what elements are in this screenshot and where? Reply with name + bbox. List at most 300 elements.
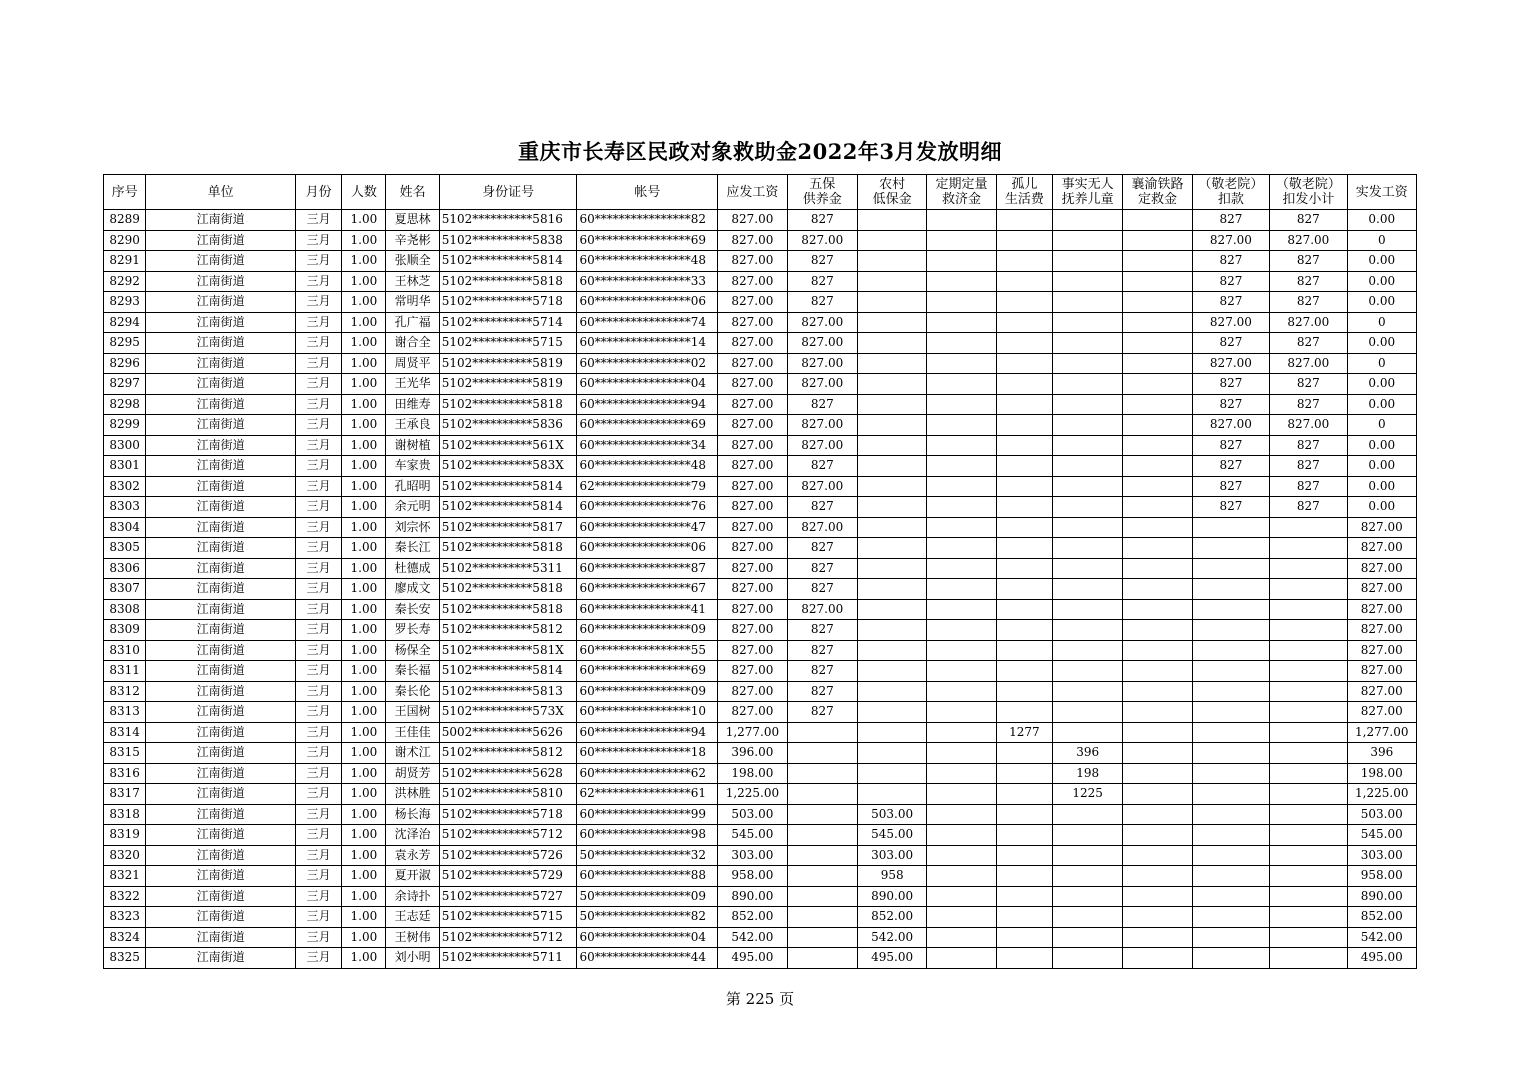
cell-rural-subsistence <box>857 599 926 620</box>
cell-actual-pay: 0.00 <box>1347 497 1416 518</box>
cell-orphan-living <box>996 927 1052 948</box>
cell-payable: 958.00 <box>718 866 787 887</box>
cell-id-number: 5102**********5836 <box>439 415 577 436</box>
cell-account: 60****************48 <box>577 456 718 477</box>
cell-name: 王树伟 <box>386 927 439 948</box>
table-row <box>104 394 1417 415</box>
cell-orphan-living <box>996 845 1052 866</box>
cell-fixed-relief <box>927 579 996 600</box>
cell-five-guarantee: 827.00 <box>787 415 857 436</box>
cell-name: 刘小明 <box>386 948 439 969</box>
cell-count: 1.00 <box>342 763 386 784</box>
cell-nursing-deduction-subtotal <box>1270 907 1347 928</box>
cell-month: 三月 <box>296 333 342 354</box>
cell-name: 洪林胜 <box>386 784 439 805</box>
cell-railway-relief <box>1123 497 1192 518</box>
cell-rural-subsistence <box>857 722 926 743</box>
cell-railway-relief <box>1123 927 1192 948</box>
cell-account: 60****************76 <box>577 497 718 518</box>
cell-nursing-deduction-subtotal <box>1270 620 1347 641</box>
cell-count: 1.00 <box>342 210 386 231</box>
cell-nursing-deduction: 827 <box>1192 374 1269 395</box>
cell-index: 8294 <box>104 312 146 333</box>
cell-name: 谢合全 <box>386 333 439 354</box>
cell-railway-relief <box>1123 435 1192 456</box>
cell-fixed-relief <box>927 456 996 477</box>
cell-payable: 495.00 <box>718 948 787 969</box>
cell-count: 1.00 <box>342 866 386 887</box>
cell-orphan-living: 1277 <box>996 722 1052 743</box>
cell-index: 8303 <box>104 497 146 518</box>
cell-index: 8307 <box>104 579 146 600</box>
cell-unit: 江南街道 <box>146 435 296 456</box>
cell-nursing-deduction: 827.00 <box>1192 230 1269 251</box>
cell-id-number: 5102**********5729 <box>439 866 577 887</box>
cell-railway-relief <box>1123 538 1192 559</box>
cell-name: 孔广福 <box>386 312 439 333</box>
table-row <box>104 907 1417 928</box>
cell-payable: 827.00 <box>718 312 787 333</box>
cell-railway-relief <box>1123 907 1192 928</box>
cell-nursing-deduction: 827 <box>1192 251 1269 272</box>
cell-nursing-deduction-subtotal <box>1270 927 1347 948</box>
cell-id-number: 5102**********5838 <box>439 230 577 251</box>
cell-id-number: 5102**********5814 <box>439 497 577 518</box>
table-row <box>104 948 1417 969</box>
header-nursing-deduction-subtotal: （敬老院） 扣发小计 <box>1270 175 1347 210</box>
cell-actual-pay: 0.00 <box>1347 251 1416 272</box>
cell-five-guarantee <box>787 927 857 948</box>
cell-index: 8290 <box>104 230 146 251</box>
cell-account: 60****************44 <box>577 948 718 969</box>
cell-orphan-living <box>996 333 1052 354</box>
cell-unattended-children <box>1052 538 1122 559</box>
cell-rural-subsistence: 545.00 <box>857 825 926 846</box>
cell-month: 三月 <box>296 866 342 887</box>
cell-index: 8295 <box>104 333 146 354</box>
cell-count: 1.00 <box>342 681 386 702</box>
table-row <box>104 456 1417 477</box>
cell-railway-relief <box>1123 640 1192 661</box>
cell-unit: 江南街道 <box>146 866 296 887</box>
cell-five-guarantee: 827.00 <box>787 353 857 374</box>
cell-five-guarantee: 827 <box>787 702 857 723</box>
cell-unattended-children <box>1052 394 1122 415</box>
cell-month: 三月 <box>296 517 342 538</box>
cell-unattended-children <box>1052 825 1122 846</box>
cell-payable: 827.00 <box>718 538 787 559</box>
cell-id-number: 5102**********5818 <box>439 394 577 415</box>
cell-unit: 江南街道 <box>146 476 296 497</box>
table-row <box>104 353 1417 374</box>
table-row <box>104 640 1417 661</box>
table-row <box>104 681 1417 702</box>
cell-month: 三月 <box>296 579 342 600</box>
cell-account: 60****************06 <box>577 538 718 559</box>
cell-orphan-living <box>996 394 1052 415</box>
cell-fixed-relief <box>927 886 996 907</box>
cell-five-guarantee: 827 <box>787 394 857 415</box>
cell-railway-relief <box>1123 825 1192 846</box>
table-row <box>104 763 1417 784</box>
cell-fixed-relief <box>927 394 996 415</box>
cell-month: 三月 <box>296 230 342 251</box>
cell-payable: 827.00 <box>718 599 787 620</box>
cell-nursing-deduction: 827 <box>1192 435 1269 456</box>
cell-month: 三月 <box>296 722 342 743</box>
cell-account: 60****************87 <box>577 558 718 579</box>
cell-fixed-relief <box>927 210 996 231</box>
cell-orphan-living <box>996 661 1052 682</box>
cell-payable: 827.00 <box>718 661 787 682</box>
cell-railway-relief <box>1123 763 1192 784</box>
cell-payable: 545.00 <box>718 825 787 846</box>
cell-orphan-living <box>996 886 1052 907</box>
cell-orphan-living <box>996 476 1052 497</box>
table-row <box>104 579 1417 600</box>
cell-orphan-living <box>996 456 1052 477</box>
cell-id-number: 5102**********5812 <box>439 620 577 641</box>
table-row <box>104 415 1417 436</box>
cell-nursing-deduction-subtotal: 827 <box>1270 476 1347 497</box>
table-row <box>104 804 1417 825</box>
cell-unattended-children <box>1052 435 1122 456</box>
table-row <box>104 497 1417 518</box>
cell-payable: 827.00 <box>718 353 787 374</box>
cell-month: 三月 <box>296 415 342 436</box>
cell-railway-relief <box>1123 599 1192 620</box>
cell-index: 8317 <box>104 784 146 805</box>
cell-fixed-relief <box>927 435 996 456</box>
cell-index: 8297 <box>104 374 146 395</box>
cell-unattended-children <box>1052 230 1122 251</box>
cell-fixed-relief <box>927 845 996 866</box>
cell-account: 60****************69 <box>577 661 718 682</box>
header-account: 帐号 <box>577 175 718 210</box>
cell-count: 1.00 <box>342 722 386 743</box>
cell-count: 1.00 <box>342 948 386 969</box>
cell-unit: 江南街道 <box>146 599 296 620</box>
cell-count: 1.00 <box>342 497 386 518</box>
cell-index: 8314 <box>104 722 146 743</box>
cell-fixed-relief <box>927 558 996 579</box>
cell-account: 60****************09 <box>577 681 718 702</box>
cell-payable: 827.00 <box>718 640 787 661</box>
cell-name: 王林芝 <box>386 271 439 292</box>
cell-account: 60****************94 <box>577 722 718 743</box>
cell-unit: 江南街道 <box>146 640 296 661</box>
cell-payable: 827.00 <box>718 394 787 415</box>
cell-id-number: 5102**********5819 <box>439 353 577 374</box>
cell-unit: 江南街道 <box>146 681 296 702</box>
cell-actual-pay: 1,277.00 <box>1347 722 1416 743</box>
cell-nursing-deduction-subtotal <box>1270 702 1347 723</box>
cell-index: 8323 <box>104 907 146 928</box>
cell-fixed-relief <box>927 907 996 928</box>
cell-five-guarantee: 827 <box>787 292 857 313</box>
cell-payable: 827.00 <box>718 415 787 436</box>
cell-rural-subsistence <box>857 702 926 723</box>
cell-unattended-children <box>1052 333 1122 354</box>
cell-account: 50****************09 <box>577 886 718 907</box>
cell-unit: 江南街道 <box>146 907 296 928</box>
table-header-row <box>104 175 1417 210</box>
cell-month: 三月 <box>296 353 342 374</box>
cell-orphan-living <box>996 804 1052 825</box>
cell-unit: 江南街道 <box>146 210 296 231</box>
cell-nursing-deduction <box>1192 599 1269 620</box>
cell-nursing-deduction-subtotal <box>1270 558 1347 579</box>
cell-nursing-deduction-subtotal <box>1270 948 1347 969</box>
cell-index: 8319 <box>104 825 146 846</box>
cell-month: 三月 <box>296 784 342 805</box>
cell-account: 60****************06 <box>577 292 718 313</box>
header-five-guarantee: 五保 供养金 <box>787 175 857 210</box>
cell-unattended-children <box>1052 251 1122 272</box>
cell-rural-subsistence <box>857 333 926 354</box>
cell-unit: 江南街道 <box>146 784 296 805</box>
cell-nursing-deduction-subtotal <box>1270 845 1347 866</box>
cell-railway-relief <box>1123 353 1192 374</box>
cell-unit: 江南街道 <box>146 333 296 354</box>
cell-count: 1.00 <box>342 579 386 600</box>
cell-actual-pay: 827.00 <box>1347 558 1416 579</box>
cell-id-number: 5102**********5814 <box>439 476 577 497</box>
cell-name: 王光华 <box>386 374 439 395</box>
cell-five-guarantee: 827 <box>787 271 857 292</box>
cell-account: 60****************99 <box>577 804 718 825</box>
cell-nursing-deduction <box>1192 640 1269 661</box>
cell-nursing-deduction: 827 <box>1192 497 1269 518</box>
cell-actual-pay: 852.00 <box>1347 907 1416 928</box>
cell-orphan-living <box>996 538 1052 559</box>
cell-railway-relief <box>1123 333 1192 354</box>
cell-unit: 江南街道 <box>146 292 296 313</box>
cell-index: 8301 <box>104 456 146 477</box>
cell-actual-pay: 0.00 <box>1347 456 1416 477</box>
cell-count: 1.00 <box>342 415 386 436</box>
cell-fixed-relief <box>927 722 996 743</box>
cell-fixed-relief <box>927 681 996 702</box>
cell-account: 60****************69 <box>577 415 718 436</box>
cell-unit: 江南街道 <box>146 886 296 907</box>
cell-rural-subsistence <box>857 456 926 477</box>
cell-five-guarantee: 827.00 <box>787 599 857 620</box>
cell-nursing-deduction-subtotal <box>1270 640 1347 661</box>
cell-account: 50****************82 <box>577 907 718 928</box>
cell-account: 60****************74 <box>577 312 718 333</box>
cell-five-guarantee <box>787 722 857 743</box>
cell-unattended-children <box>1052 804 1122 825</box>
cell-railway-relief <box>1123 415 1192 436</box>
cell-unit: 江南街道 <box>146 538 296 559</box>
cell-unattended-children <box>1052 476 1122 497</box>
cell-nursing-deduction <box>1192 722 1269 743</box>
cell-unit: 江南街道 <box>146 497 296 518</box>
cell-rural-subsistence: 495.00 <box>857 948 926 969</box>
cell-id-number: 5102**********583X <box>439 456 577 477</box>
cell-index: 8311 <box>104 661 146 682</box>
cell-orphan-living <box>996 948 1052 969</box>
cell-actual-pay: 0.00 <box>1347 394 1416 415</box>
cell-name: 夏思林 <box>386 210 439 231</box>
cell-payable: 827.00 <box>718 333 787 354</box>
cell-rural-subsistence <box>857 784 926 805</box>
cell-id-number: 5102**********5810 <box>439 784 577 805</box>
cell-count: 1.00 <box>342 825 386 846</box>
cell-nursing-deduction: 827 <box>1192 210 1269 231</box>
cell-nursing-deduction <box>1192 866 1269 887</box>
cell-nursing-deduction-subtotal: 827 <box>1270 394 1347 415</box>
cell-name: 胡贤芳 <box>386 763 439 784</box>
cell-month: 三月 <box>296 312 342 333</box>
cell-payable: 890.00 <box>718 886 787 907</box>
cell-actual-pay: 827.00 <box>1347 579 1416 600</box>
cell-orphan-living <box>996 271 1052 292</box>
cell-name: 夏开淑 <box>386 866 439 887</box>
cell-unattended-children <box>1052 558 1122 579</box>
cell-account: 62****************61 <box>577 784 718 805</box>
cell-unit: 江南街道 <box>146 251 296 272</box>
cell-nursing-deduction <box>1192 743 1269 764</box>
cell-id-number: 5102**********561X <box>439 435 577 456</box>
cell-name: 王志廷 <box>386 907 439 928</box>
cell-count: 1.00 <box>342 394 386 415</box>
cell-actual-pay: 396 <box>1347 743 1416 764</box>
cell-five-guarantee <box>787 743 857 764</box>
cell-railway-relief <box>1123 558 1192 579</box>
cell-nursing-deduction: 827 <box>1192 292 1269 313</box>
cell-unattended-children <box>1052 456 1122 477</box>
cell-orphan-living <box>996 497 1052 518</box>
cell-index: 8304 <box>104 517 146 538</box>
table-row <box>104 538 1417 559</box>
cell-index: 8300 <box>104 435 146 456</box>
table-row <box>104 599 1417 620</box>
cell-rural-subsistence <box>857 620 926 641</box>
cell-name: 秦长伦 <box>386 681 439 702</box>
cell-nursing-deduction-subtotal: 827 <box>1270 374 1347 395</box>
table-row <box>104 251 1417 272</box>
cell-actual-pay: 198.00 <box>1347 763 1416 784</box>
cell-id-number: 5102**********5715 <box>439 333 577 354</box>
cell-nursing-deduction-subtotal: 827 <box>1270 456 1347 477</box>
cell-count: 1.00 <box>342 784 386 805</box>
cell-index: 8318 <box>104 804 146 825</box>
cell-railway-relief <box>1123 579 1192 600</box>
table-row <box>104 825 1417 846</box>
cell-nursing-deduction: 827 <box>1192 476 1269 497</box>
cell-five-guarantee: 827.00 <box>787 230 857 251</box>
cell-payable: 827.00 <box>718 251 787 272</box>
cell-fixed-relief <box>927 230 996 251</box>
cell-name: 张顺全 <box>386 251 439 272</box>
cell-five-guarantee: 827 <box>787 620 857 641</box>
cell-railway-relief <box>1123 251 1192 272</box>
cell-payable: 396.00 <box>718 743 787 764</box>
cell-railway-relief <box>1123 948 1192 969</box>
cell-nursing-deduction-subtotal: 827 <box>1270 497 1347 518</box>
cell-nursing-deduction <box>1192 763 1269 784</box>
cell-rural-subsistence: 890.00 <box>857 886 926 907</box>
cell-index: 8299 <box>104 415 146 436</box>
cell-five-guarantee: 827 <box>787 456 857 477</box>
cell-nursing-deduction-subtotal <box>1270 886 1347 907</box>
table-row <box>104 866 1417 887</box>
cell-railway-relief <box>1123 210 1192 231</box>
cell-fixed-relief <box>927 948 996 969</box>
cell-month: 三月 <box>296 558 342 579</box>
table-row <box>104 210 1417 231</box>
table-row <box>104 333 1417 354</box>
cell-fixed-relief <box>927 599 996 620</box>
cell-count: 1.00 <box>342 599 386 620</box>
cell-fixed-relief <box>927 251 996 272</box>
table-row <box>104 927 1417 948</box>
page-number: 第 225 页 <box>725 990 795 1008</box>
table-row <box>104 558 1417 579</box>
cell-fixed-relief <box>927 661 996 682</box>
cell-five-guarantee <box>787 886 857 907</box>
header-railway-relief: 襄渝铁路 定救金 <box>1123 175 1192 210</box>
cell-nursing-deduction: 827.00 <box>1192 353 1269 374</box>
cell-account: 60****************55 <box>577 640 718 661</box>
cell-unit: 江南街道 <box>146 620 296 641</box>
cell-count: 1.00 <box>342 517 386 538</box>
cell-month: 三月 <box>296 271 342 292</box>
cell-railway-relief <box>1123 312 1192 333</box>
cell-name: 秦长福 <box>386 661 439 682</box>
cell-name: 周贤平 <box>386 353 439 374</box>
header-rural-subsistence: 农村 低保金 <box>857 175 926 210</box>
cell-orphan-living <box>996 763 1052 784</box>
cell-railway-relief <box>1123 374 1192 395</box>
cell-month: 三月 <box>296 763 342 784</box>
cell-payable: 827.00 <box>718 681 787 702</box>
cell-count: 1.00 <box>342 292 386 313</box>
cell-fixed-relief <box>927 804 996 825</box>
cell-name: 谢术江 <box>386 743 439 764</box>
cell-unit: 江南街道 <box>146 722 296 743</box>
cell-index: 8293 <box>104 292 146 313</box>
cell-month: 三月 <box>296 743 342 764</box>
cell-account: 60****************41 <box>577 599 718 620</box>
cell-actual-pay: 0.00 <box>1347 374 1416 395</box>
table-row <box>104 845 1417 866</box>
cell-five-guarantee <box>787 804 857 825</box>
cell-name: 杨保全 <box>386 640 439 661</box>
cell-count: 1.00 <box>342 640 386 661</box>
cell-orphan-living <box>996 620 1052 641</box>
cell-actual-pay: 958.00 <box>1347 866 1416 887</box>
header-index: 序号 <box>104 175 146 210</box>
cell-month: 三月 <box>296 661 342 682</box>
cell-unit: 江南街道 <box>146 517 296 538</box>
cell-nursing-deduction <box>1192 845 1269 866</box>
cell-account: 50****************32 <box>577 845 718 866</box>
cell-fixed-relief <box>927 825 996 846</box>
cell-id-number: 5102**********5814 <box>439 251 577 272</box>
cell-nursing-deduction-subtotal <box>1270 599 1347 620</box>
cell-railway-relief <box>1123 743 1192 764</box>
cell-count: 1.00 <box>342 435 386 456</box>
cell-actual-pay: 827.00 <box>1347 517 1416 538</box>
cell-five-guarantee: 827.00 <box>787 435 857 456</box>
cell-fixed-relief <box>927 866 996 887</box>
cell-count: 1.00 <box>342 927 386 948</box>
table-body <box>104 210 1417 969</box>
cell-nursing-deduction-subtotal <box>1270 784 1347 805</box>
